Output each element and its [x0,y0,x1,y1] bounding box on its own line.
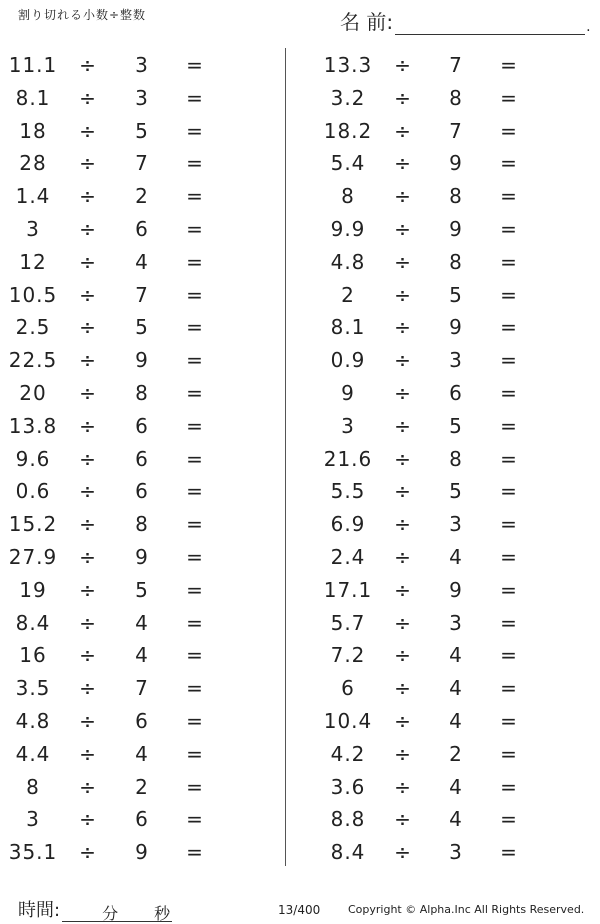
dividend: 35.1 [8,840,58,865]
equals-sign: = [500,85,518,110]
divide-sign: ÷ [394,53,412,77]
equals-sign: = [500,151,518,176]
equals-sign: = [186,85,204,110]
divisor: 5 [135,315,149,340]
equals-sign: = [500,413,518,438]
equals-sign: = [500,544,518,569]
divide-sign: ÷ [394,774,412,799]
equals-sign: = [186,643,204,668]
divisor: 4 [449,774,463,799]
page-number: 13/400 [278,903,321,917]
worksheet-title: 割り切れる小数÷整数 [18,8,147,22]
divisor: 6 [135,708,149,733]
divide-sign: ÷ [79,807,97,832]
dividend: 1.4 [15,184,51,209]
dividend: 19 [19,577,47,602]
divisor: 8 [449,249,463,274]
divide-sign: ÷ [79,774,97,799]
divisor: 9 [135,544,149,569]
divisor: 5 [449,413,463,438]
divide-sign: ÷ [394,544,412,569]
dividend: 8 [26,774,40,799]
dividend: 3.6 [330,774,366,799]
divisor: 4 [135,741,149,766]
dividend: 2 [341,282,355,307]
equals-sign: = [500,840,518,865]
divide-sign: ÷ [394,118,412,143]
divide-sign: ÷ [394,315,412,340]
divide-sign: ÷ [394,184,412,209]
equals-sign: = [500,676,518,701]
dividend: 6.9 [330,512,366,537]
divisor: 7 [135,282,149,307]
divide-sign: ÷ [394,249,412,274]
dividend: 4.4 [15,741,51,766]
dividend: 7.2 [330,643,366,668]
divide-sign: ÷ [79,512,97,537]
equals-sign: = [500,577,518,602]
divisor: 5 [449,479,463,504]
divide-sign: ÷ [79,413,97,438]
divisor: 3 [449,348,463,373]
divide-sign: ÷ [79,249,97,274]
divisor: 7 [135,151,149,176]
divisor: 4 [449,807,463,832]
dividend: 18.2 [323,118,373,143]
dividend: 4.8 [15,708,51,733]
equals-sign: = [186,774,204,799]
divisor: 2 [449,741,463,766]
dividend: 5.4 [330,151,366,176]
divide-sign: ÷ [394,216,412,241]
equals-sign: = [500,282,518,307]
divisor: 4 [449,544,463,569]
divide-sign: ÷ [394,741,412,766]
equals-sign: = [500,479,518,504]
equals-sign: = [186,741,204,766]
divisor: 5 [135,577,149,602]
divide-sign: ÷ [394,413,412,438]
dividend: 8.4 [330,840,366,865]
divisor: 4 [449,676,463,701]
equals-sign: = [500,380,518,405]
divisor: 6 [135,479,149,504]
equals-sign: = [186,446,204,471]
name-field [340,6,591,35]
equals-sign: = [500,184,518,209]
equals-sign: = [500,249,518,274]
divisor: 9 [449,151,463,176]
dividend: 4.8 [330,249,366,274]
equals-sign: = [500,118,518,143]
equals-sign: = [500,446,518,471]
equals-sign: = [500,774,518,799]
name-end-mark: . [586,19,591,35]
dividend: 3.2 [330,85,366,110]
equals-sign: = [500,807,518,832]
divide-sign: ÷ [394,676,412,701]
column-divider [285,48,286,866]
divide-sign: ÷ [79,610,97,635]
divide-sign: ÷ [79,479,97,504]
divisor: 7 [449,53,463,77]
dividend: 8.4 [15,610,51,635]
equals-sign: = [500,216,518,241]
divisor: 6 [135,413,149,438]
dividend: 5.7 [330,610,366,635]
equals-sign: = [186,807,204,832]
dividend: 5.5 [330,479,366,504]
divide-sign: ÷ [394,512,412,537]
dividend: 8.1 [15,85,51,110]
equals-sign: = [186,315,204,340]
divisor: 6 [135,807,149,832]
dividend: 13.3 [323,53,373,77]
divisor: 9 [449,216,463,241]
dividend: 8 [341,184,355,209]
dividend: 0.6 [15,479,51,504]
dividend: 17.1 [323,577,373,602]
dividend: 3.5 [15,676,51,701]
dividend: 8.8 [330,807,366,832]
equals-sign: = [186,479,204,504]
divide-sign: ÷ [394,610,412,635]
dividend: 12 [19,249,47,274]
dividend: 15.2 [8,512,58,537]
dividend: 21.6 [323,446,373,471]
dividend: 10.4 [323,708,373,733]
divisor: 3 [449,840,463,865]
equals-sign: = [186,544,204,569]
minutes-unit: 分 [102,904,119,923]
divide-sign: ÷ [79,708,97,733]
dividend: 2.4 [330,544,366,569]
divisor: 7 [449,118,463,143]
divisor: 5 [449,282,463,307]
divisor: 4 [135,643,149,668]
equals-sign: = [186,512,204,537]
divide-sign: ÷ [79,184,97,209]
equals-sign: = [186,118,204,143]
divide-sign: ÷ [394,348,412,373]
equals-sign: = [500,315,518,340]
dividend: 9 [341,380,355,405]
divisor: 8 [449,85,463,110]
equals-sign: = [186,53,204,77]
dividend: 10.5 [8,282,58,307]
equals-sign: = [186,282,204,307]
dividend: 27.9 [8,544,58,569]
equals-sign: = [500,708,518,733]
time-blank-line[interactable] [62,901,172,922]
divisor: 3 [449,512,463,537]
divide-sign: ÷ [394,446,412,471]
divisor: 3 [135,53,149,77]
divide-sign: ÷ [394,151,412,176]
equals-sign: = [500,610,518,635]
divisor: 2 [135,184,149,209]
dividend: 2.5 [15,315,51,340]
equals-sign: = [186,184,204,209]
equals-sign: = [186,348,204,373]
equals-sign: = [186,151,204,176]
dividend: 6 [341,676,355,701]
divide-sign: ÷ [79,577,97,602]
dividend: 3 [26,807,40,832]
equals-sign: = [186,676,204,701]
divide-sign: ÷ [79,380,97,405]
dividend: 11.1 [8,53,58,77]
dividend: 22.5 [8,348,58,373]
divisor: 9 [449,577,463,602]
divisor: 8 [135,512,149,537]
equals-sign: = [186,249,204,274]
divisor: 4 [449,708,463,733]
divisor: 6 [449,380,463,405]
dividend: 13.8 [8,413,58,438]
equals-sign: = [186,577,204,602]
divide-sign: ÷ [79,643,97,668]
divisor: 9 [135,840,149,865]
divide-sign: ÷ [394,282,412,307]
equals-sign: = [186,708,204,733]
time-field [18,896,172,922]
dividend: 3 [341,413,355,438]
time-label: 時間: [18,900,61,921]
divide-sign: ÷ [394,577,412,602]
divisor: 4 [449,643,463,668]
equals-sign: = [500,512,518,537]
divide-sign: ÷ [79,348,97,373]
dividend: 8.1 [330,315,366,340]
divide-sign: ÷ [79,118,97,143]
divide-sign: ÷ [394,643,412,668]
divisor: 6 [135,446,149,471]
divisor: 6 [135,216,149,241]
dividend: 0.9 [330,348,366,373]
divide-sign: ÷ [394,380,412,405]
divisor: 2 [135,774,149,799]
divisor: 8 [449,446,463,471]
equals-sign: = [186,380,204,405]
divisor: 9 [449,315,463,340]
dividend: 4.2 [330,741,366,766]
equals-sign: = [500,53,518,77]
divide-sign: ÷ [394,807,412,832]
equals-sign: = [186,840,204,865]
equals-sign: = [500,643,518,668]
divide-sign: ÷ [394,85,412,110]
divisor: 3 [449,610,463,635]
divisor: 9 [135,348,149,373]
equals-sign: = [500,348,518,373]
divide-sign: ÷ [79,151,97,176]
divide-sign: ÷ [79,85,97,110]
dividend: 20 [19,380,47,405]
divisor: 8 [449,184,463,209]
divisor: 7 [135,676,149,701]
divide-sign: ÷ [79,840,97,865]
divide-sign: ÷ [79,446,97,471]
seconds-unit: 秒 [154,904,171,923]
name-label: 名 前: [340,10,394,34]
dividend: 3 [26,216,40,241]
dividend: 18 [19,118,47,143]
divisor: 4 [135,610,149,635]
divide-sign: ÷ [79,544,97,569]
divisor: 8 [135,380,149,405]
name-blank-line[interactable] [395,12,585,35]
divisor: 5 [135,118,149,143]
divide-sign: ÷ [79,282,97,307]
divide-sign: ÷ [79,741,97,766]
dividend: 9.6 [15,446,51,471]
dividend: 16 [19,643,47,668]
divide-sign: ÷ [79,315,97,340]
dividend: 9.9 [330,216,366,241]
divide-sign: ÷ [394,479,412,504]
equals-sign: = [186,413,204,438]
divide-sign: ÷ [394,840,412,865]
equals-sign: = [186,610,204,635]
equals-sign: = [500,741,518,766]
dividend: 28 [19,151,47,176]
copyright-notice: Copyright © Alpha.Inc All Rights Reserved. [348,903,585,916]
equals-sign: = [186,216,204,241]
divide-sign: ÷ [79,53,97,77]
divide-sign: ÷ [394,708,412,733]
divide-sign: ÷ [79,216,97,241]
divide-sign: ÷ [79,676,97,701]
divisor: 4 [135,249,149,274]
divisor: 3 [135,85,149,110]
